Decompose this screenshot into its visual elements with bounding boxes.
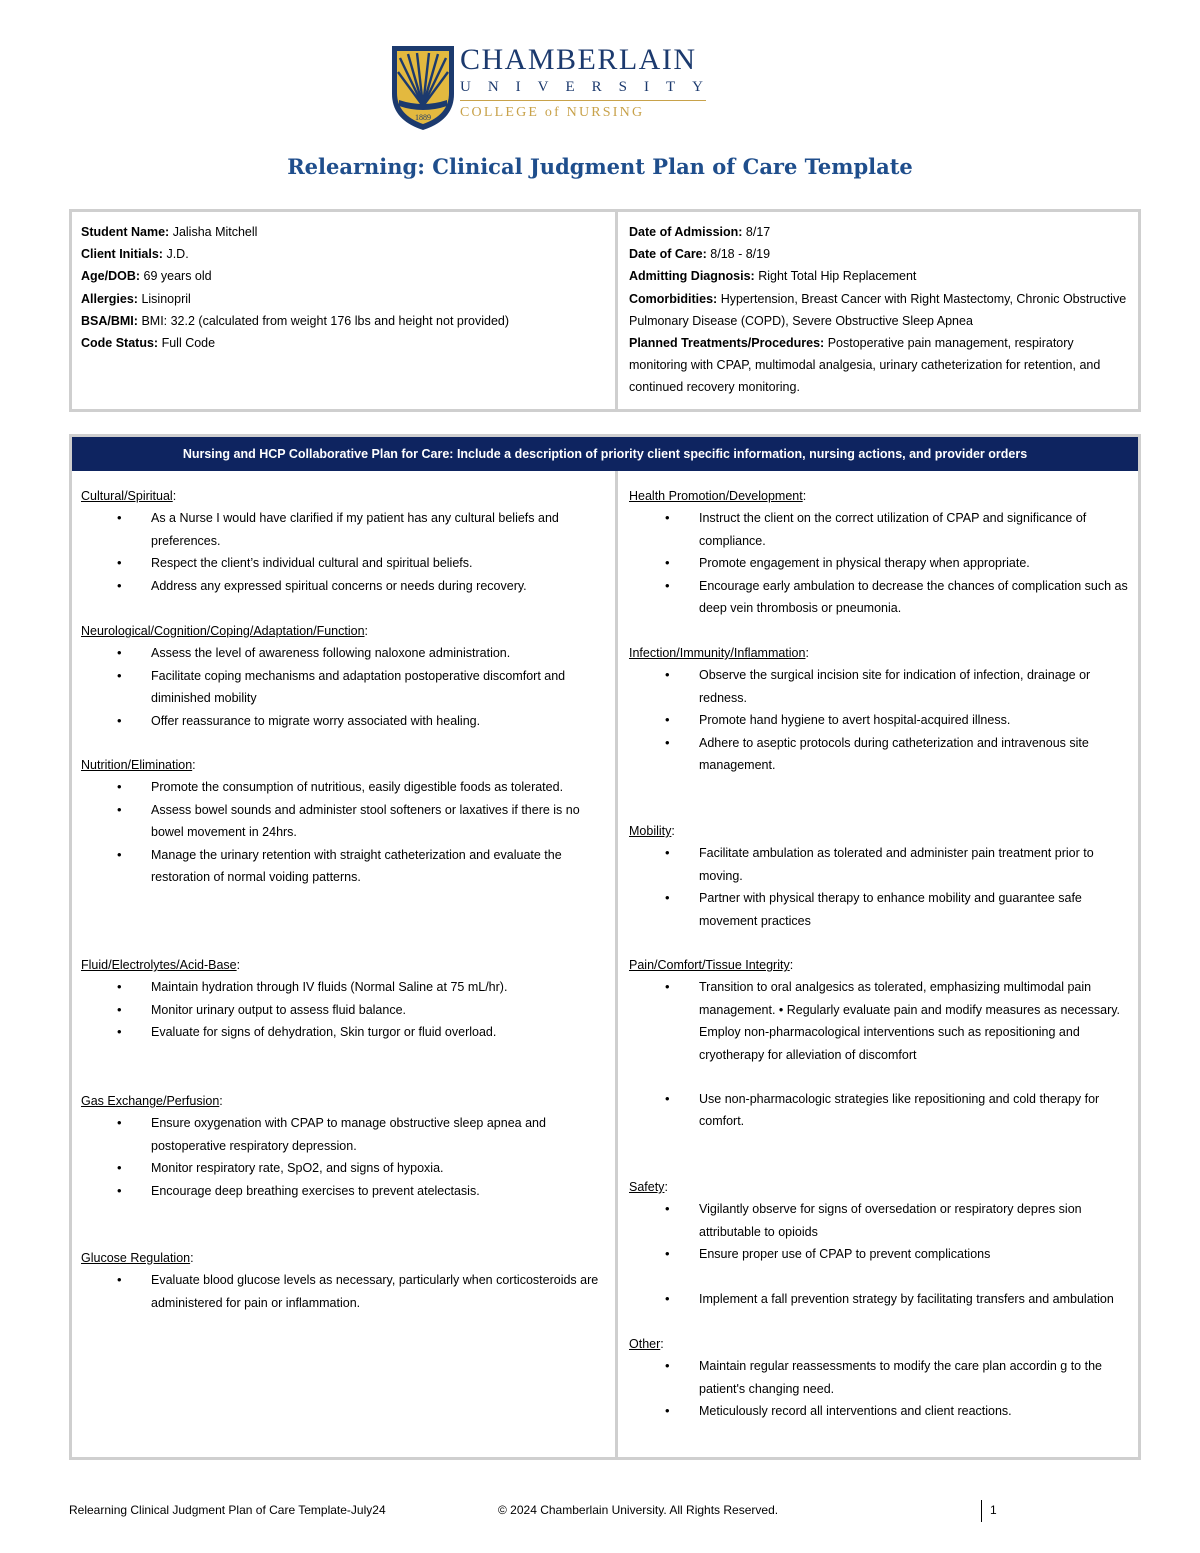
section-heading: Cultural/Spiritual <box>81 489 173 503</box>
list-item: • Promote engagement in physical therapy when appropriate. <box>629 552 1131 574</box>
logo-line-2: UNIVERSITY <box>460 79 720 95</box>
info-row: Date of Care: 8/18 - 8/19 <box>629 247 771 262</box>
section-heading: Safety <box>629 1180 665 1194</box>
section-cultural: Cultural/Spiritual: • As a Nurse I would have clarified if my patient has any cultural beliefs and preferences. • Respect the client’s individual cultural and spiritual beliefs. • Address any expressed spiritual concerns or needs during recovery. <box>81 485 611 597</box>
info-row: Planned Treatments/Procedures: Postoperative pain management, respiratory monitoring with CPAP, multimodal analgesia, urinary catheterization for retention, and continued recovery monitoring. <box>629 336 1101 395</box>
list-item: • Facilitate coping mechanisms and adaptation postoperative discomfort and diminished mobility <box>81 665 611 710</box>
section-pain: Pain/Comfort/Tissue Integrity: • Transition to oral analgesics as tolerated, emphasizing multimodal pain management. • Regularly evaluate pain and modify measures as necessary. Employ non-pharmacological interventions such as repositioning and cryotherapy for alleviation of discomfort • Use non-pharmacologic strategies like repositioning and cold therapy for comfort. <box>629 954 1131 1133</box>
list-item: • Encourage early ambulation to decrease the chances of complication such as deep vein thrombosis or pneumonia. <box>629 575 1131 620</box>
list-item: • Ensure oxygenation with CPAP to manage obstructive sleep apnea and postoperative respiratory depression. <box>81 1112 611 1157</box>
footer-page-number: 1 <box>990 1503 997 1517</box>
section-other: Other: • Maintain regular reassessments to modify the care plan accordin g to the patient's changing need. • Meticulously record all interventions and client reactions. <box>629 1333 1131 1423</box>
info-row: Admitting Diagnosis: Right Total Hip Replacement <box>629 269 917 284</box>
section-infection: Infection/Immunity/Inflammation: • Observe the surgical incision site for indication of infection, drainage or redness. • Promote hand hygiene to avert hospital-acquired illness. • Adhere to aseptic protocols during catheterization and intravenous site management. <box>629 642 1131 776</box>
list-item: • Monitor urinary output to assess fluid balance. <box>81 999 611 1021</box>
section-heading: Glucose Regulation <box>81 1251 191 1265</box>
list-item: • As a Nurse I would have clarified if my patient has any cultural beliefs and preferences. <box>81 507 611 552</box>
list-item: • Assess bowel sounds and administer stool softeners or laxatives if there is no bowel movement in 24hrs. <box>81 799 611 844</box>
info-row: Code Status: Full Code <box>81 336 216 351</box>
list-item: • Promote hand hygiene to avert hospital-acquired illness. <box>629 709 1131 731</box>
section-heading: Mobility <box>629 824 672 838</box>
section-health-promotion: Health Promotion/Development: • Instruct the client on the correct utilization of CPAP and significance of compliance. • Promote engagement in physical therapy when appropriate. • Encourage early ambulation to decrease the chances of complication such as deep vein thrombosis or pneumonia. <box>629 485 1131 619</box>
list-item: • Maintain hydration through IV fluids (Normal Saline at 75 mL/hr). <box>81 976 611 998</box>
section-heading: Infection/Immunity/Inflammation <box>629 646 806 660</box>
section-glucose: Glucose Regulation: • Evaluate blood glucose levels as necessary, particularly when corticosteroids are administered for pain or inflammation. <box>81 1247 611 1314</box>
footer-divider <box>981 1500 982 1522</box>
info-row: Allergies: Lisinopril <box>81 291 191 306</box>
section-heading: Nutrition/Elimination <box>81 758 193 772</box>
section-nutrition: Nutrition/Elimination: • Promote the consumption of nutritious, easily digestible foods as tolerated. • Assess bowel sounds and administer stool softeners or laxatives if there is no bowel movement in 24hrs. • Manage the urinary retention with straight catheterization and evaluate the restoration of normal voiding patterns. <box>81 754 611 888</box>
section-gas-exchange: Gas Exchange/Perfusion: • Ensure oxygenation with CPAP to manage obstructive sleep apnea and postoperative respiratory depression. • Monitor respiratory rate, SpO2, and signs of hypoxia. • Encourage deep breathing exercises to prevent atelectasis. <box>81 1090 611 1202</box>
list-item: • Manage the urinary retention with straight catheterization and evaluate the restoration of normal voiding patterns. <box>81 844 611 889</box>
logo-divider <box>460 100 706 101</box>
section-mobility: Mobility: • Facilitate ambulation as tolerated and administer pain treatment prior to moving. • Partner with physical therapy to enhance mobility and guarantee safe movement practices <box>629 820 1131 932</box>
list-item: • Offer reassurance to migrate worry associated with healing. <box>81 710 611 732</box>
list-item: • Promote the consumption of nutritious, easily digestible foods as tolerated. <box>81 776 611 798</box>
logo-line-3: COLLEGE of NURSING <box>460 105 645 120</box>
info-row: Date of Admission: 8/17 <box>629 225 771 239</box>
list-item: • Use non-pharmacologic strategies like repositioning and cold therapy for comfort. <box>629 1088 1131 1133</box>
list-item: • Monitor respiratory rate, SpO2, and signs of hypoxia. <box>81 1157 611 1179</box>
section-heading: Pain/Comfort/Tissue Integrity <box>629 958 790 972</box>
patient-info-left <box>81 221 606 354</box>
section-heading: Neurological/Cognition/Coping/Adaptation/Function <box>81 624 365 638</box>
section-fluid: Fluid/Electrolytes/Acid-Base: • Maintain hydration through IV fluids (Normal Saline at 75 mL/hr). • Monitor urinary output to assess fluid balance. • Evaluate for signs of dehydration, Skin turgor or fluid overload. <box>81 954 611 1044</box>
list-item: • Partner with physical therapy to enhance mobility and guarantee safe movement practices <box>629 887 1131 932</box>
list-item: • Evaluate blood glucose levels as necessary, particularly when corticosteroids are administered for pain or inflammation. <box>81 1269 611 1314</box>
section-heading: Gas Exchange/Perfusion <box>81 1094 220 1108</box>
info-row: BSA/BMI: BMI: 32.2 (calculated from weight 176 lbs and height not provided) <box>81 313 510 328</box>
list-item: • Maintain regular reassessments to modify the care plan accordin g to the patient's changing need. <box>629 1355 1131 1400</box>
section-heading: Other <box>629 1337 661 1351</box>
list-item: • Evaluate for signs of dehydration, Skin turgor or fluid overload. <box>81 1021 611 1043</box>
section-heading: Fluid/Electrolytes/Acid-Base <box>81 958 237 972</box>
list-item: • Vigilantly observe for signs of oversedation or respiratory depres sion attributable to opioids <box>629 1198 1131 1243</box>
list-item: • Facilitate ambulation as tolerated and administer pain treatment prior to moving. <box>629 842 1131 887</box>
list-item: • Address any expressed spiritual concerns or needs during recovery. <box>81 575 611 597</box>
section-neurological: Neurological/Cognition/Coping/Adaptation/Function: • Assess the level of awareness following naloxone administration. • Facilitate coping mechanisms and adaptation postoperative discomfort and diminished mobility • Offer reassurance to migrate worry associated with healing. <box>81 620 611 732</box>
university-logo <box>390 44 720 134</box>
logo-line-1: CHAMBERLAIN <box>460 43 697 76</box>
list-item: • Adhere to aseptic protocols during catheterization and intravenous site management. <box>629 732 1131 777</box>
svg-text:1889: 1889 <box>415 113 431 122</box>
care-plan-divider <box>615 471 618 1460</box>
list-item: • Meticulously record all interventions and client reactions. <box>629 1400 1131 1422</box>
list-item: • Implement a fall prevention strategy by facilitating transfers and ambulation <box>629 1288 1131 1310</box>
list-item: • Transition to oral analgesics as tolerated, emphasizing multimodal pain management. • Regularly evaluate pain and modify measures as necessary. Employ non-pharmacological interventions such as repositioning and cryotherapy for alleviation of discomfort <box>629 976 1131 1066</box>
care-plan-banner: Nursing and HCP Collaborative Plan for Care: Include a description of priority client specific information, nursing actions, and provider orders <box>72 437 1138 471</box>
list-item: • Instruct the client on the correct utilization of CPAP and significance of compliance. <box>629 507 1131 552</box>
footer-copyright: © 2024 Chamberlain University. All Rights Reserved. <box>498 1503 779 1517</box>
list-item: • Respect the client’s individual cultural and spiritual beliefs. <box>81 552 611 574</box>
info-row: Comorbidities: Hypertension, Breast Cancer with Right Mastectomy, Chronic Obstructive Pulmonary Disease (COPD), Severe Obstructive Sleep Apnea <box>629 291 1127 328</box>
list-item: • Encourage deep breathing exercises to prevent atelectasis. <box>81 1180 611 1202</box>
info-row: Client Initials: J.D. <box>81 247 189 262</box>
document-title: Relearning: Clinical Judgment Plan of Care Template <box>287 154 913 179</box>
section-heading: Health Promotion/Development <box>629 489 803 503</box>
section-safety: Safety: • Vigilantly observe for signs of oversedation or respiratory depres sion attributable to opioids • Ensure proper use of CPAP to prevent complications • Implement a fall prevention strategy by facilitating transfers and ambulation <box>629 1176 1131 1310</box>
info-row: Age/DOB: 69 years old <box>81 269 212 284</box>
list-item: • Ensure proper use of CPAP to prevent complications <box>629 1243 1131 1265</box>
patient-info-right <box>629 221 1129 399</box>
shield-crest-icon <box>390 44 456 132</box>
list-item: • Observe the surgical incision site for indication of infection, drainage or redness. <box>629 664 1131 709</box>
info-divider <box>615 209 618 412</box>
footer-template-name: Relearning Clinical Judgment Plan of Care Template-July24 <box>69 1503 386 1517</box>
list-item: • Assess the level of awareness following naloxone administration. <box>81 642 611 664</box>
info-row: Student Name: Jalisha Mitchell <box>81 225 258 239</box>
